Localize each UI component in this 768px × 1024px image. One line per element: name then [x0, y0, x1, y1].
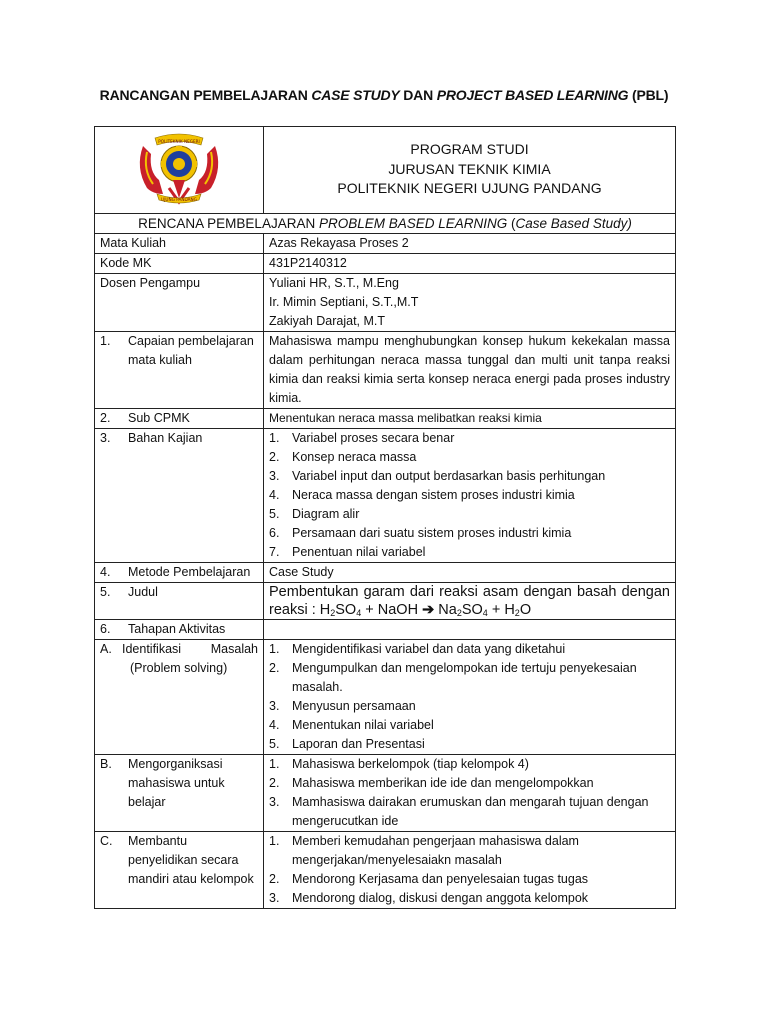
- metode-label: Metode Pembelajaran: [128, 565, 251, 579]
- list-item: 3. Mamhasiswa dairakan erumuskan dan mengarah tujuan dengan mengerucutkan ide: [269, 795, 649, 828]
- dosen-row: [95, 274, 676, 332]
- polytechnic-logo-icon: [133, 128, 225, 206]
- aktivitas-a-label-cell: [95, 640, 264, 755]
- aktivitas-a-list: [269, 640, 670, 754]
- aktivitas-c-row: [95, 832, 676, 909]
- list-item: 3. Mendorong dialog, diskusi dengan anggota kelompok: [269, 891, 589, 905]
- program-studi-label: PROGRAM STUDI: [410, 141, 529, 157]
- list-item: 4. Menentukan nilai variabel: [269, 718, 434, 732]
- document-title: [0, 87, 768, 103]
- logo-cell: [95, 127, 264, 214]
- judul-value: Pembentukan garam dari reaksi asam dengan basah dengan reaksi : $H_2SO_4$ + NaOH ➔ $Na_2SO_4 + H_2O$: [264, 583, 676, 620]
- plan-title: [95, 214, 676, 234]
- metode-row: [95, 563, 676, 583]
- row-number: 2.: [100, 411, 111, 425]
- list-item: 6. Persamaan dari suatu sistem proses industri kimia: [269, 526, 572, 540]
- dosen-name: Yuliani HR, S.T., M.Eng: [269, 276, 399, 290]
- list-item: 5. Diagram alir: [269, 507, 360, 521]
- aktivitas-b-label-cell: [95, 755, 264, 832]
- list-item: 7. Penentuan nilai variabel: [269, 545, 426, 559]
- list-item: 4. Neraca massa dengan sistem proses industri kimia: [269, 488, 575, 502]
- dosen-name: Ir. Mimin Septiani, S.T.,M.T: [269, 295, 419, 309]
- list-item: 2. Mahasiswa memberikan ide ide dan mengelompokkan: [269, 776, 594, 790]
- svg-text:UJUNG PANDANG: UJUNG PANDANG: [161, 197, 197, 202]
- aktivitas-c-label-cell: [95, 832, 264, 909]
- row-number: 1.: [100, 334, 111, 348]
- sub-cpmk-label: Sub CPMK: [128, 411, 190, 425]
- aktivitas-b-list-cell: [264, 755, 676, 832]
- list-item: 1. Mengidentifikasi variabel dan data yang diketahui: [269, 642, 566, 656]
- bahan-kajian-list: [269, 429, 670, 562]
- judul-label-cell: [95, 583, 264, 620]
- bahan-kajian-label: Bahan Kajian: [128, 431, 203, 445]
- svg-text:POLITEKNIK NEGERI: POLITEKNIK NEGERI: [158, 139, 200, 144]
- plan-title-italic: Case Based Study): [515, 216, 632, 231]
- row-number: 3.: [100, 431, 111, 445]
- judul-label: Judul: [128, 585, 158, 599]
- capaian-label-cell: [95, 332, 264, 409]
- kode-mk-row: [95, 254, 676, 274]
- bahan-kajian-label-cell: [95, 429, 264, 563]
- mata-kuliah-value: Azas Rekayasa Proses 2: [264, 234, 676, 254]
- aktivitas-b-row: [95, 755, 676, 832]
- metode-label-cell: [95, 563, 264, 583]
- row-letter: C.: [100, 834, 113, 848]
- sub-cpmk-value: Menentukan neraca massa melibatkan reaksi kimia: [264, 409, 676, 429]
- list-item: 1. Variabel proses secara benar: [269, 431, 455, 445]
- row-number: 6.: [100, 622, 111, 636]
- row-number: 4.: [100, 565, 111, 579]
- tahapan-empty: [264, 620, 676, 640]
- list-item: 1. Mahasiswa berkelompok (tiap kelompok 4): [269, 757, 529, 771]
- department-name: JURUSAN TEKNIK KIMIA: [388, 160, 551, 177]
- mata-kuliah-row: [95, 234, 676, 254]
- list-item: 3. Variabel input dan output berdasarkan basis perhitungan: [269, 469, 606, 483]
- tahapan-row: [95, 620, 676, 640]
- aktivitas-c-list: [269, 832, 670, 908]
- list-item: 5. Laporan dan Presentasi: [269, 737, 425, 751]
- mata-kuliah-label: Mata Kuliah: [95, 234, 264, 254]
- list-item: 3. Menyusun persamaan: [269, 699, 416, 713]
- list-item: 2. Mendorong Kerjasama dan penyelesaian tugas tugas: [269, 872, 589, 886]
- list-item: 2. Mengumpulkan dan mengelompokan ide tertuju penyekesaian masalah.: [269, 661, 637, 694]
- bahan-kajian-list-cell: [264, 429, 676, 563]
- judul-row: [95, 583, 676, 620]
- row-letter: B.: [100, 757, 112, 771]
- bahan-kajian-row: [95, 429, 676, 563]
- title-italic-pbl: PROJECT BASED LEARNING: [436, 87, 629, 103]
- dosen-name: Zakiyah Darajat, M.T: [269, 314, 386, 328]
- kode-mk-value: 431P2140312: [264, 254, 676, 274]
- aktivitas-a-row: [95, 640, 676, 755]
- capaian-row: [95, 332, 676, 409]
- arrow-icon: ➔: [422, 602, 435, 618]
- metode-value: Case Study: [264, 563, 676, 583]
- kode-mk-label: Kode MK: [95, 254, 264, 274]
- dosen-names: [264, 274, 676, 332]
- plan-title-italic: PROBLEM BASED LEARNING: [318, 216, 508, 231]
- aktivitas-a-list-cell: [264, 640, 676, 755]
- row-number: 5.: [100, 585, 111, 599]
- header-row: [95, 127, 676, 214]
- plan-title-text: RENCANA PEMBELAJARAN: [138, 216, 319, 231]
- list-item: 2. Konsep neraca massa: [269, 450, 417, 464]
- institution-name: POLITEKNIK NEGERI UJUNG PANDANG: [337, 180, 602, 196]
- plan-title-row: [95, 214, 676, 234]
- program-header: [264, 127, 676, 214]
- sub-cpmk-label-cell: [95, 409, 264, 429]
- plan-title-text: (: [507, 216, 516, 231]
- capaian-label: Capaian pembelajaran mata kuliah: [128, 334, 254, 367]
- list-item: 1. Memberi kemudahan pengerjaan mahasiswa dalam mengerjakan/menyelesaiakn masalah: [269, 834, 579, 867]
- title-text: DAN: [399, 87, 437, 103]
- sub-cpmk-row: [95, 409, 676, 429]
- tahapan-label: Tahapan Aktivitas: [128, 622, 226, 636]
- aktivitas-a-label: Identifikasi Masalah (Problem solving): [122, 642, 258, 675]
- aktivitas-c-label: Membantu penyelidikan secara mandiri atau kelompok: [128, 834, 254, 886]
- tahapan-label-cell: [95, 620, 264, 640]
- row-letter: A.: [100, 642, 112, 656]
- plan-table: [94, 126, 676, 909]
- aktivitas-c-list-cell: [264, 832, 676, 909]
- aktivitas-b-list: [269, 755, 670, 831]
- capaian-value: Mahasiswa mampu menghubungkan konsep hukum kekekalan massa dalam perhitungan neraca massa tunggal dan multi unit tanpa reaksi kimia dan reaksi kimia serta konsep neraca energi pada proses industry kimia.: [264, 332, 676, 409]
- dosen-label: Dosen Pengampu: [95, 274, 264, 332]
- title-text: RANCANGAN PEMBELAJARAN: [99, 87, 312, 103]
- title-text: (PBL): [628, 87, 669, 103]
- aktivitas-b-label: Mengorganiksasi mahasiswa untuk belajar: [128, 757, 225, 809]
- title-italic-case-study: CASE STUDY: [311, 87, 400, 103]
